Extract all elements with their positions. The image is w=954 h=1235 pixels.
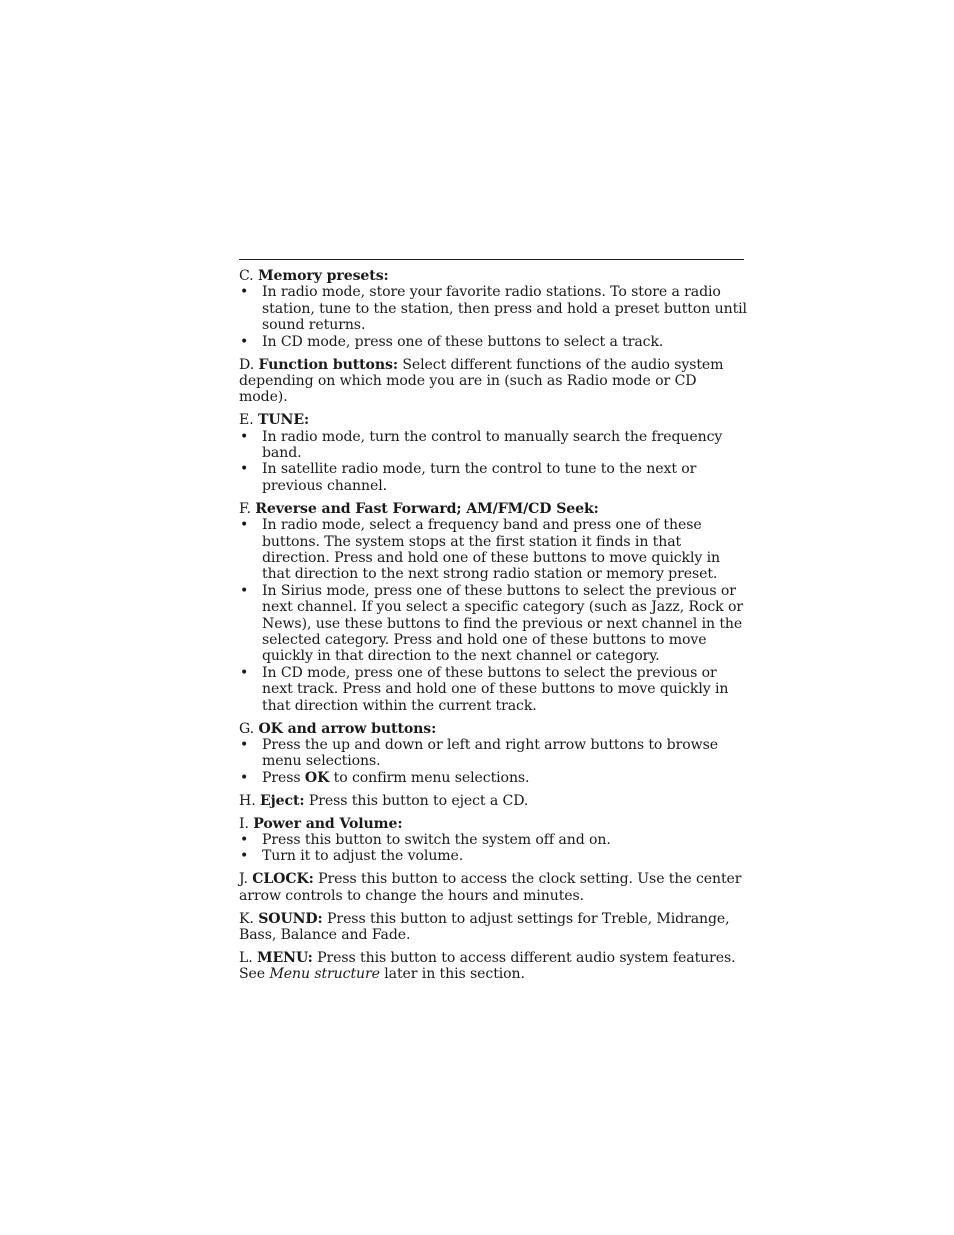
section-title: Reverse and Fast Forward; AM/FM/CD Seek:	[255, 500, 599, 517]
section-text: Select different functions of the audio system depending on which mode you are in (such as Radio mode or CD mode).	[239, 356, 724, 406]
section-text: Press this button to access different audio system features. See	[239, 949, 736, 983]
list-item	[239, 832, 749, 848]
section-paragraph	[239, 911, 749, 944]
section-letter: H.	[239, 792, 256, 809]
list-item	[239, 517, 749, 583]
section-paragraph	[239, 950, 749, 983]
bullet-list	[239, 832, 749, 865]
bullet-icon: •	[240, 736, 249, 753]
ok-keyword: OK	[304, 769, 330, 786]
section-title: Memory presets:	[257, 268, 389, 284]
list-item-text: In radio mode, turn the control to manually search the frequency band.	[262, 428, 723, 462]
list-item-text: In satellite radio mode, turn the control to tune to the next or previous channel.	[262, 461, 697, 494]
section-text: later in this section.	[384, 966, 525, 983]
section-memory-presets	[239, 268, 749, 350]
bullet-list	[239, 284, 749, 350]
section-heading	[239, 412, 749, 428]
list-item	[239, 334, 749, 350]
section-heading	[239, 816, 749, 832]
section-heading	[239, 501, 749, 517]
list-item-text: In Sirius mode, press one of these buttons to select the previous or next channel. If you select a specific category (such as Jazz, Rock or News), use these buttons to find the previous or next channel in the selected category. Press and hold one of these buttons to move quickly in that direction to the next channel or category.	[262, 582, 744, 665]
list-item	[239, 665, 749, 714]
list-item-text: In CD mode, press one of these buttons to select the previous or next track. Press and hold one of these buttons to move quickly in that direction within the current track.	[262, 664, 729, 714]
section-heading	[239, 268, 749, 284]
section-letter: D.	[239, 356, 255, 373]
section-title: OK and arrow buttons:	[258, 720, 437, 737]
section-function-buttons	[239, 357, 749, 406]
bullet-icon: •	[240, 582, 249, 599]
section-letter: L.	[239, 949, 253, 966]
bullet-icon: •	[240, 832, 249, 848]
section-text: Press this button to access the clock setting. Use the center arrow controls to change the hours and minutes.	[239, 871, 742, 904]
section-ok-arrow-buttons	[239, 721, 749, 787]
list-item	[239, 284, 749, 333]
section-eject	[239, 793, 749, 809]
list-item-text: Press	[262, 769, 301, 786]
list-item	[239, 429, 749, 462]
section-tune	[239, 412, 749, 494]
list-item	[239, 770, 749, 786]
list-item-text: Turn it to adjust the volume.	[262, 848, 464, 865]
bullet-icon: •	[240, 769, 249, 786]
section-title: MENU:	[257, 949, 313, 966]
section-text: Press this button to eject a CD.	[308, 792, 529, 809]
list-item	[239, 461, 749, 494]
menu-structure-reference: Menu structure	[269, 966, 380, 983]
list-item-text: to confirm menu selections.	[333, 769, 530, 786]
section-letter: F.	[239, 500, 251, 517]
content-column	[239, 268, 749, 989]
bullet-list	[239, 429, 749, 495]
list-item	[239, 848, 749, 864]
section-title: TUNE:	[257, 412, 310, 429]
section-seek	[239, 501, 749, 714]
section-letter: J.	[239, 871, 248, 888]
section-clock	[239, 871, 749, 904]
list-item-text: In CD mode, press one of these buttons to select a track.	[262, 333, 664, 350]
section-title: Function buttons:	[258, 356, 398, 373]
section-text: Press this button to adjust settings for Treble, Midrange, Bass, Balance and Fade.	[239, 910, 730, 944]
bullet-icon: •	[240, 333, 249, 350]
section-heading	[239, 721, 749, 737]
section-sound	[239, 911, 749, 944]
section-paragraph	[239, 871, 749, 904]
section-letter: C.	[239, 268, 254, 284]
section-title: CLOCK:	[252, 871, 314, 888]
bullet-icon: •	[240, 461, 249, 478]
bullet-icon: •	[240, 664, 249, 681]
list-item-text: Press this button to switch the system off and on.	[262, 832, 611, 848]
section-title: Power and Volume:	[253, 815, 403, 832]
section-paragraph	[239, 357, 749, 406]
list-item-text: In radio mode, store your favorite radio stations. To store a radio station, tune to the station, then press and hold a preset button until sound returns.	[262, 284, 747, 334]
top-rule	[239, 259, 744, 260]
list-item	[239, 583, 749, 665]
list-item-text: Press the up and down or left and right arrow buttons to browse menu selections.	[262, 736, 718, 770]
bullet-list	[239, 517, 749, 714]
section-letter: I.	[239, 815, 249, 832]
list-item-text: In radio mode, select a frequency band and press one of these buttons. The system stops at the first station it finds in that direction. Press and hold one of these buttons to move quickly in that direction to the next strong radio station or memory preset.	[262, 517, 720, 583]
bullet-list	[239, 737, 749, 786]
bullet-icon: •	[240, 517, 249, 534]
section-letter: E.	[239, 412, 254, 429]
section-paragraph	[239, 793, 749, 809]
section-title: Eject:	[259, 792, 305, 809]
bullet-icon: •	[240, 284, 249, 301]
bullet-icon: •	[240, 848, 249, 865]
bullet-icon: •	[240, 428, 249, 445]
list-item	[239, 737, 749, 770]
section-title: SOUND:	[258, 910, 323, 927]
section-power-volume	[239, 816, 749, 865]
section-letter: G.	[239, 720, 255, 737]
section-letter: K.	[239, 910, 254, 927]
section-menu	[239, 950, 749, 983]
